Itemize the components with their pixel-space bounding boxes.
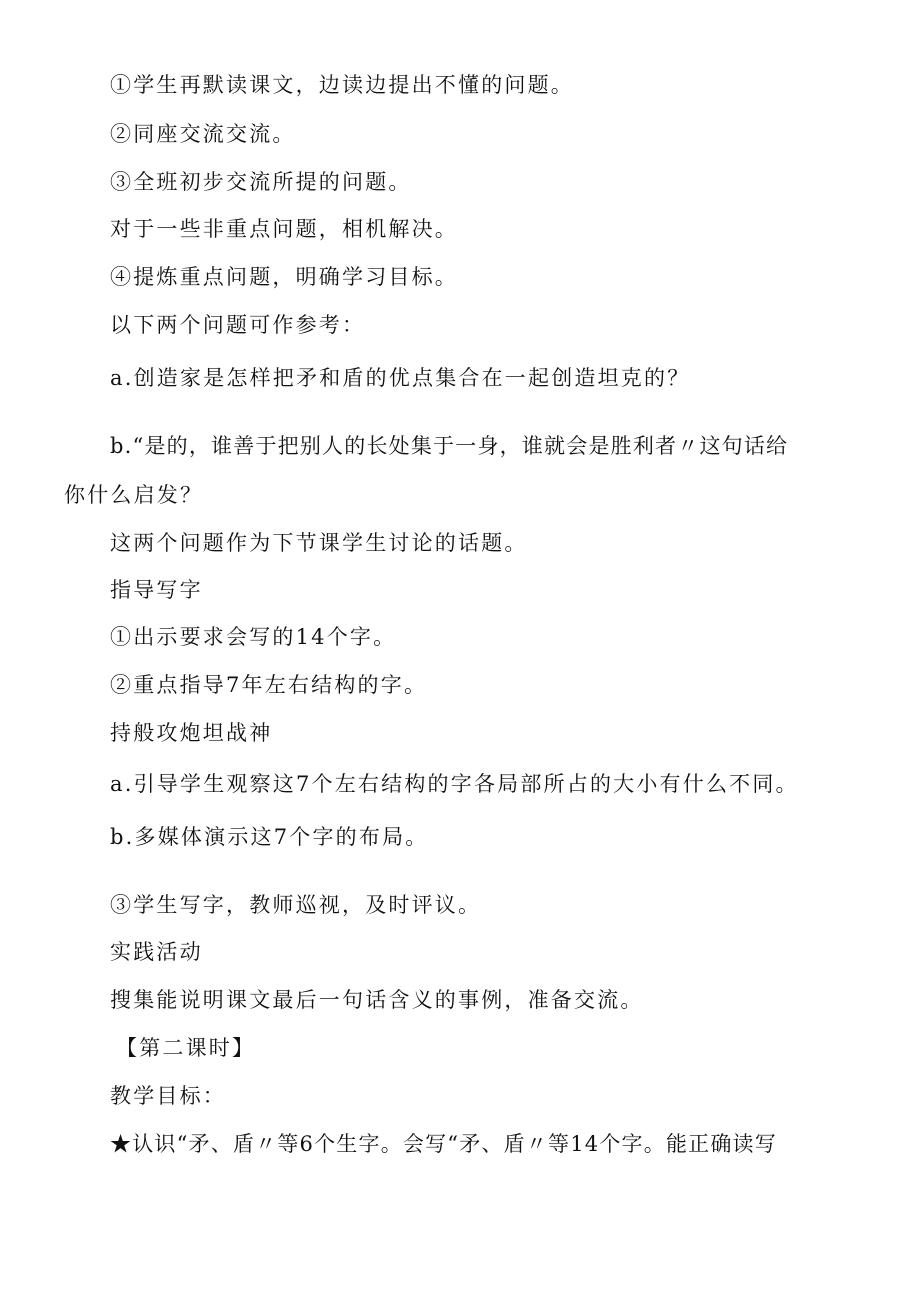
text-line-reference-intro: 以下两个问题可作参考： [110, 313, 366, 337]
text-line-writing-3: ③学生写字，教师巡视，及时评议。 [110, 893, 482, 917]
section-heading-writing: 指导写字 [110, 578, 203, 602]
text-line-discussion-topic: 这两个问题作为下节课学生讨论的话题。 [110, 531, 528, 555]
text-line-characters: 持般攻炮坦战神 [110, 721, 273, 745]
text-line-writing-a: a.引导学生观察这7个左右结构的字各局部所占的大小有什么不同。 [110, 772, 799, 796]
text-line-practice: 搜集能说明课文最后一句话含义的事例，准备交流。 [110, 988, 644, 1012]
text-line-writing-1: ①出示要求会写的14个字。 [110, 625, 397, 649]
section-heading-objectives: 教学目标： [110, 1084, 226, 1108]
text-line-question-b: b.“是的，谁善于把别人的长处集于一身，谁就会是胜利者〃这句话给 [110, 434, 789, 458]
text-line-step-4: ④提炼重点问题，明确学习目标。 [110, 265, 458, 289]
text-line-step-1: ①学生再默读课文，边读边提出不懂的问题。 [110, 73, 574, 97]
text-line-step-3: ③全班初步交流所提的问题。 [110, 170, 412, 194]
text-line-writing-b: b.多媒体演示这7个字的布局。 [110, 825, 429, 849]
text-line-writing-2: ②重点指导7年左右结构的字。 [110, 673, 428, 697]
text-line-question-a: a.创造家是怎样把矛和盾的优点集合在一起创造坦克的？ [110, 366, 691, 390]
text-line-note: 对于一些非重点问题，相机解决。 [110, 217, 458, 241]
text-line-objective-1: ★认识“矛、盾〃等6个生字。会写“矛、盾〃等14个字。能正确读写 [110, 1132, 777, 1156]
section-heading-practice: 实践活动 [110, 940, 203, 964]
section-heading-second-lesson: 【第二课时】 [116, 1036, 256, 1060]
text-line-question-b-cont: 你什么启发？ [64, 483, 204, 507]
text-line-step-2: ②同座交流交流。 [110, 122, 296, 146]
